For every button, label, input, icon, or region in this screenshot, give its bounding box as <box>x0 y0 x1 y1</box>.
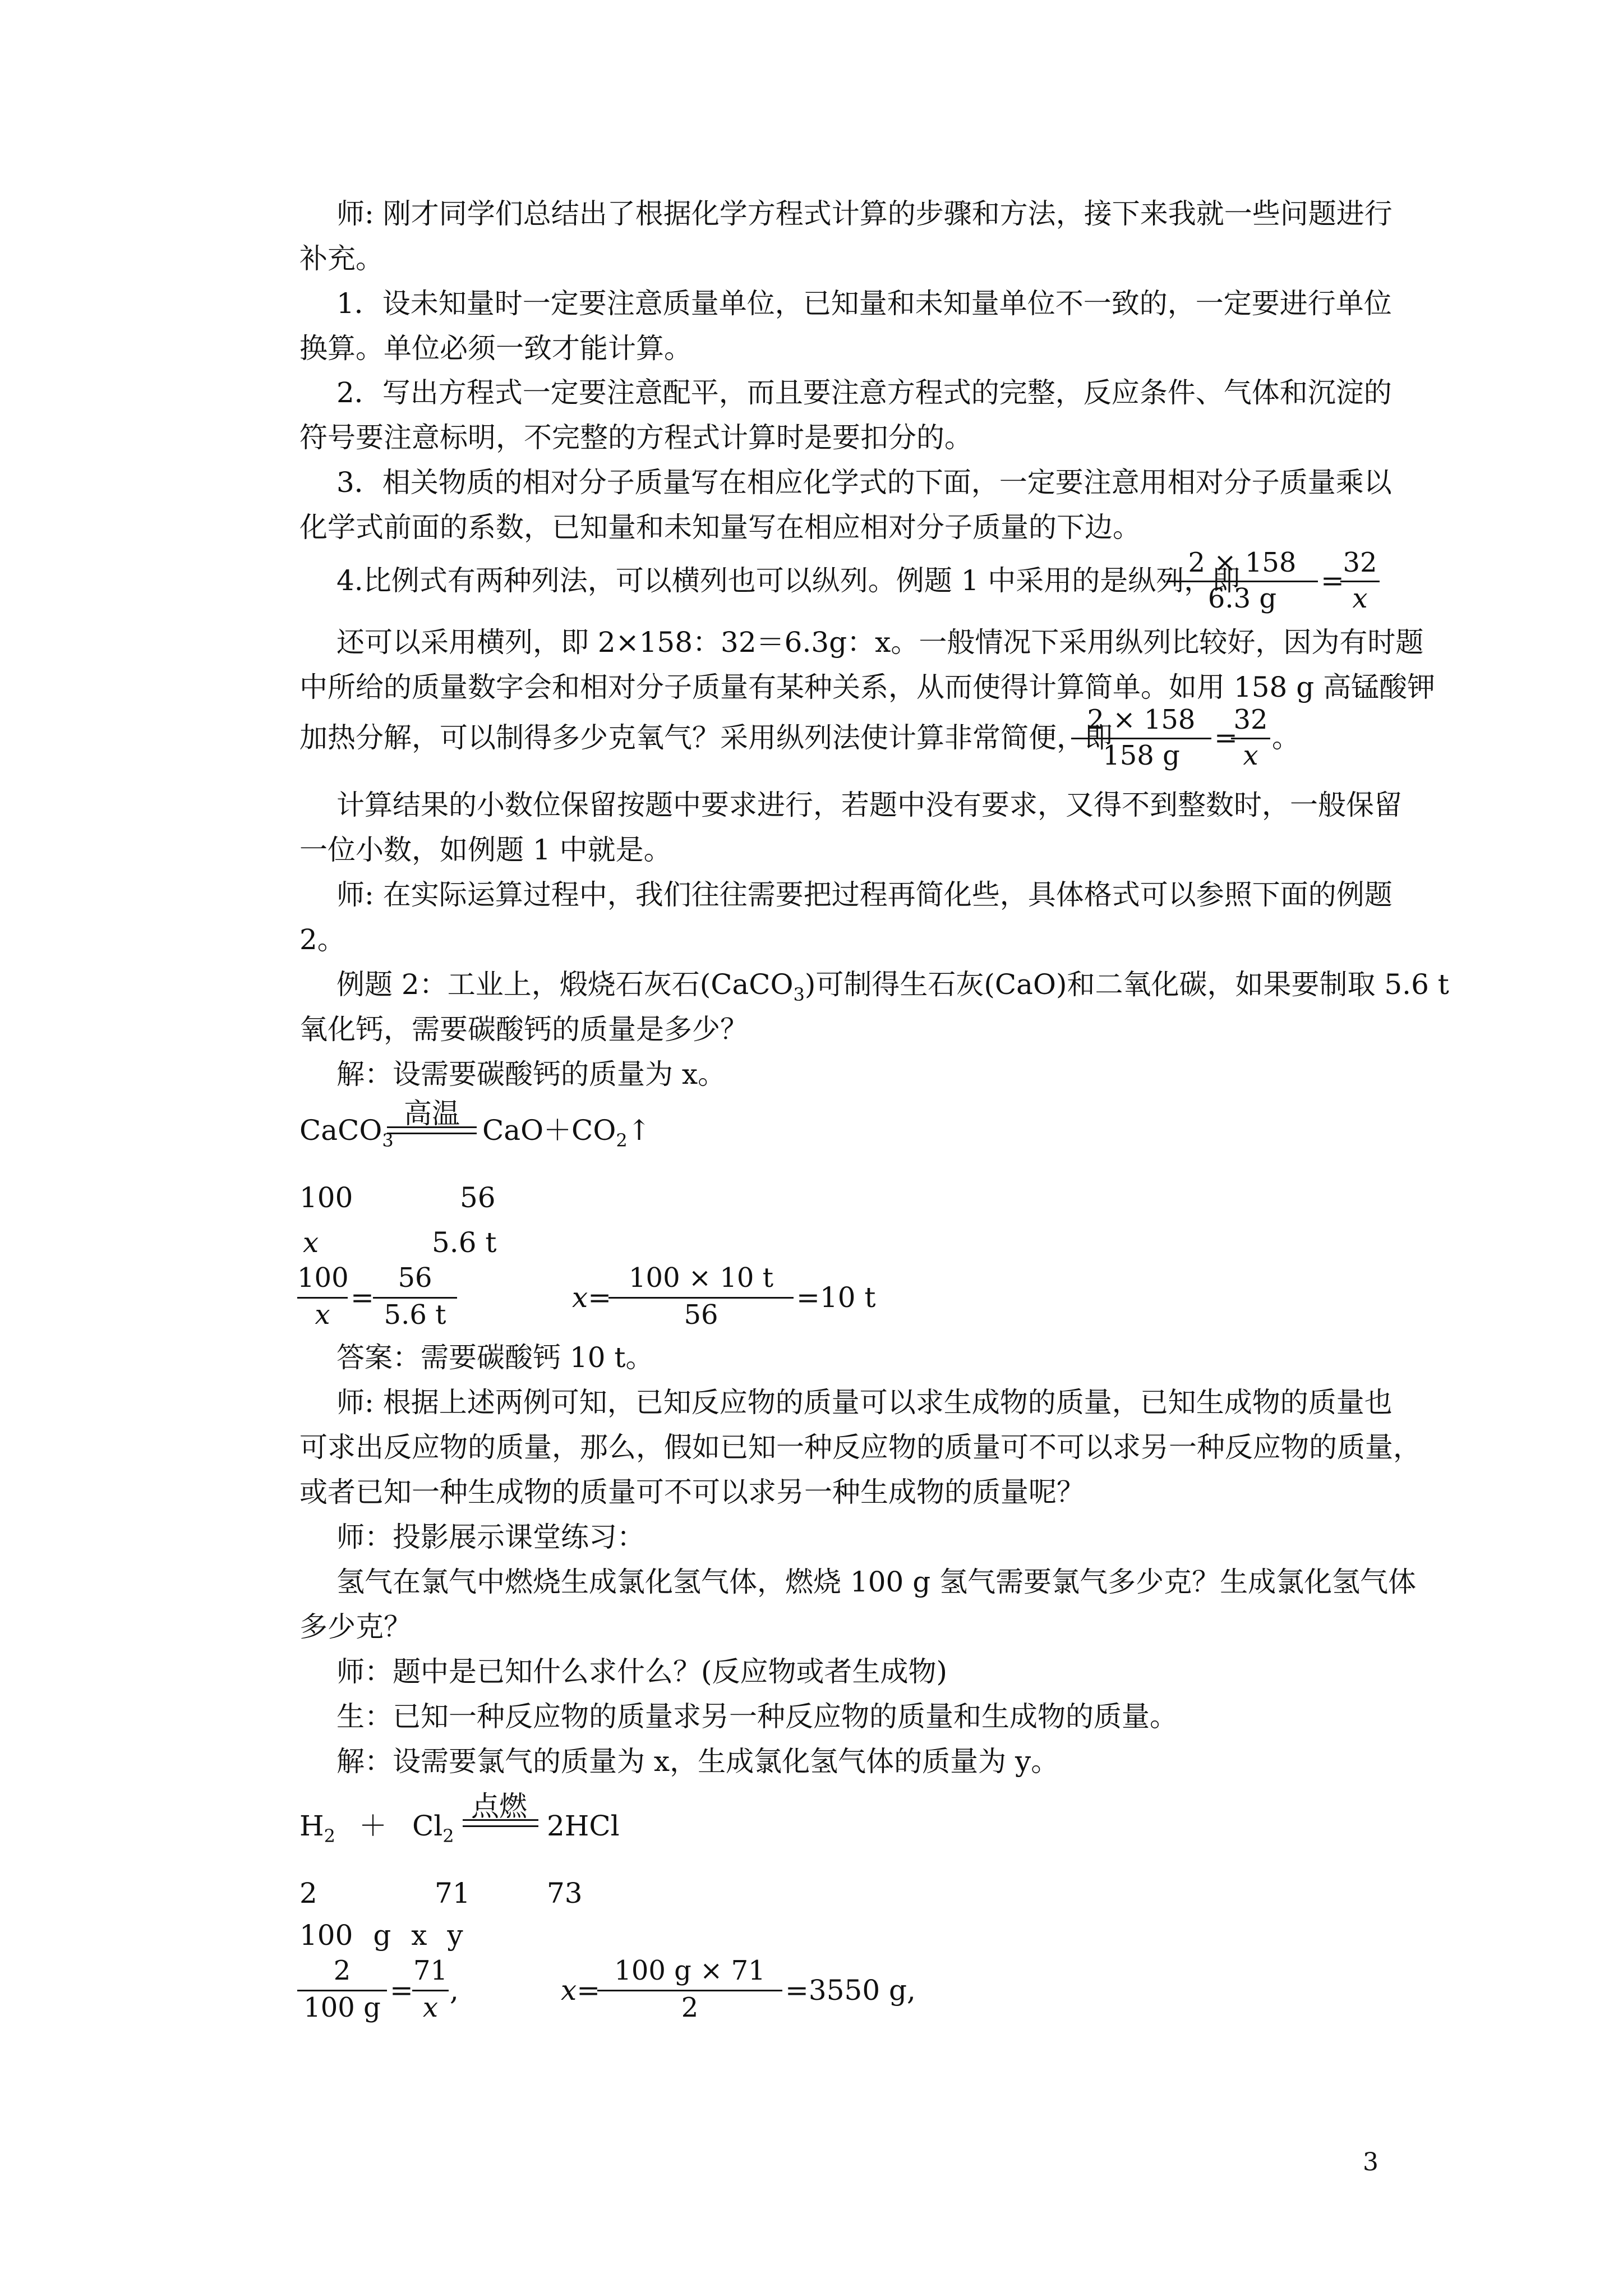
paragraph-line: 计算结果的小数位保留按题中要求进行，若题中没有要求，又得不到整数时，一般保留 <box>336 789 1402 821</box>
paragraph-line: 师：题中是已知什么求什么？(反应物或者生成物) <box>336 1655 948 1688</box>
paragraph-line: 师: 刚才同学们总结出了根据化学方程式计算的步骤和方法，接下来我就一些问题进行 <box>336 197 1393 230</box>
fraction-bar <box>1231 738 1270 739</box>
denominator: x <box>422 1992 439 2023</box>
paragraph-line: 多少克？ <box>299 1611 412 1643</box>
fraction-bar <box>1071 738 1211 739</box>
equals-sign: = <box>1321 564 1344 597</box>
numerator: 32 <box>1343 547 1377 578</box>
equals-sign: = <box>1214 721 1238 754</box>
paragraph-line: 还可以采用横列，即 2×158：32＝6.3g：x。一般情况下采用纵列比较好，因为有时题 <box>336 626 1424 659</box>
fraction <box>1340 547 1380 614</box>
chemical-equation-products <box>482 1114 651 1151</box>
reaction-double-line <box>387 1126 477 1134</box>
product: 2HCl <box>547 1810 620 1842</box>
paragraph-line: 答案：需要碳酸钙 10 t。 <box>336 1341 654 1374</box>
numerator: 56 <box>398 1262 432 1294</box>
gas-arrow: ↑ <box>627 1114 651 1147</box>
paragraph-line: 4.比例式有两种列法，可以横列也可以纵列。例题 1 中采用的是纵列，即 <box>336 564 1241 597</box>
fraction <box>1231 704 1270 771</box>
denominator: x <box>1352 583 1368 614</box>
numerator: 2 × 158 <box>1087 704 1196 735</box>
paragraph-line: 中所给的质量数字会和相对分子质量有某种关系，从而使得计算简单。如用 158 g 高锰酸钾 <box>299 671 1436 703</box>
equation-rhs: =10 t <box>796 1281 876 1314</box>
denominator: x <box>315 1299 330 1331</box>
reaction-condition: 高温 <box>404 1097 460 1130</box>
fraction-bar <box>1166 581 1318 582</box>
fraction-bar <box>608 1297 794 1299</box>
paragraph-line: 解：设需要碳酸钙的质量为 x。 <box>336 1058 726 1091</box>
molar-mass-value: 71 <box>435 1877 471 1910</box>
denominator: 56 <box>684 1299 718 1331</box>
fraction <box>373 1262 457 1329</box>
paragraph-line: 可求出反应物的质量，那么，假如已知一种反应物的质量可不可以求另一种反应物的质量， <box>299 1431 1421 1464</box>
numerator: 100 × 10 t <box>629 1262 773 1294</box>
reactant: CaCO <box>299 1114 382 1147</box>
chemical-equation <box>299 1114 394 1151</box>
paragraph-line: 补充。 <box>299 242 384 275</box>
period-mark: 。 <box>1272 721 1300 754</box>
numerator: 100 <box>297 1262 349 1294</box>
fraction-bar <box>1340 581 1380 582</box>
denominator: 100 g <box>303 1992 381 2023</box>
chemical-equation <box>299 1809 335 1846</box>
fraction <box>297 1262 348 1329</box>
page-number: 3 <box>1363 2148 1378 2177</box>
paragraph-line: 1．设未知量时一定要注意质量单位，已知量和未知量单位不一致的，一定要进行单位 <box>336 287 1392 320</box>
fraction <box>297 1955 387 2022</box>
fraction-bar <box>297 1297 348 1299</box>
paragraph-line: 2。 <box>299 923 345 956</box>
molar-mass-value: 2 <box>299 1877 317 1910</box>
equals-sign: = <box>390 1974 413 2007</box>
paragraph-line: 师：投影展示课堂练习： <box>336 1521 645 1553</box>
subscript: 2 <box>324 1825 335 1847</box>
subscript: 3 <box>382 1130 394 1151</box>
denominator: 2 <box>681 1992 699 2023</box>
paragraph-line: 一位小数，如例题 1 中就是。 <box>299 834 672 866</box>
fraction <box>412 1955 449 2022</box>
paragraph-line: 氧化钙，需要碳酸钙的质量是多少？ <box>299 1013 748 1046</box>
equation-rhs: =3550 g, <box>785 1974 916 2007</box>
subscript: 2 <box>616 1130 628 1151</box>
paragraph-line: 化学式前面的系数，已知量和未知量写在相应相对分子质量的下边。 <box>299 511 1141 544</box>
text-span: 例题 2：工业上，煅烧石灰石(CaCO <box>336 968 794 1001</box>
product: CaO＋CO <box>482 1114 616 1147</box>
plus-sign: ＋ <box>359 1810 387 1842</box>
reaction-double-line <box>463 1819 538 1827</box>
equation-lhs: x= <box>561 1974 601 2007</box>
fraction <box>1166 547 1318 614</box>
reactant: Cl <box>412 1810 443 1842</box>
molar-mass-value: 56 <box>460 1181 496 1214</box>
denominator: 5.6 t <box>384 1299 446 1331</box>
paragraph-line: 加热分解，可以制得多少克氧气？采用纵列法使计算非常简便，即 <box>299 721 1113 754</box>
fraction-bar <box>297 1990 387 1991</box>
paragraph-line: 或者已知一种生成物的质量可不可以求另一种生成物的质量呢？ <box>299 1476 1085 1508</box>
fraction-bar <box>412 1990 449 1991</box>
known-quantity: 5.6 t <box>432 1226 497 1259</box>
fraction-bar <box>373 1297 457 1299</box>
numerator: 100 g × 71 <box>614 1955 766 1986</box>
denominator: x <box>1243 740 1258 771</box>
paragraph-line: 氢气在氯气中燃烧生成氯化氢气体，燃烧 100 g 氢气需要氯气多少克？生成氯化氢气体 <box>336 1566 1417 1598</box>
denominator: 158 g <box>1103 740 1180 771</box>
paragraph-line: 符号要注意标明，不完整的方程式计算时是要扣分的。 <box>299 421 972 454</box>
equation-lhs: x= <box>572 1281 612 1314</box>
denominator: 6.3 g <box>1207 583 1277 614</box>
quantity-row: 100 g x y <box>299 1919 463 1952</box>
numerator: 32 <box>1233 704 1268 735</box>
reaction-condition: 点燃 <box>471 1790 527 1823</box>
paragraph-line: 师: 在实际运算过程中，我们往往需要把过程再简化些，具体格式可以参照下面的例题 <box>336 878 1393 911</box>
paragraph-line: 2．写出方程式一定要注意配平，而且要注意方程式的完整，反应条件、气体和沉淀的 <box>336 376 1392 409</box>
reactant-group <box>412 1809 454 1846</box>
paragraph-line: 3．相关物质的相对分子质量写在相应化学式的下面，一定要注意用相对分子质量乘以 <box>336 466 1392 499</box>
subscript: 2 <box>442 1825 454 1847</box>
molar-mass-value: 100 <box>299 1181 353 1214</box>
paragraph-line: 生：已知一种反应物的质量求另一种反应物的质量和生成物的质量。 <box>336 1700 1178 1733</box>
equals-sign: = <box>351 1281 374 1314</box>
numerator: 71 <box>413 1955 448 1986</box>
numerator: 2 × 158 <box>1188 547 1297 578</box>
paragraph-line <box>336 968 1449 1005</box>
molar-mass-value: 73 <box>547 1877 583 1910</box>
comma-mark: , <box>450 1974 459 2007</box>
numerator: 2 <box>333 1955 351 1986</box>
subscript: 3 <box>793 984 805 1005</box>
fraction-bar <box>597 1990 782 1991</box>
text-span: )可制得生石灰(CaO)和二氧化碳，如果要制取 5.6 t <box>804 968 1449 1001</box>
reactant: H <box>299 1810 324 1842</box>
unknown-quantity: x <box>303 1226 319 1259</box>
paragraph-line: 解：设需要氯气的质量为 x，生成氯化氢气体的质量为 y。 <box>336 1745 1059 1778</box>
fraction <box>597 1955 782 2022</box>
paragraph-line: 换算。单位必须一致才能计算。 <box>299 332 692 365</box>
fraction <box>1071 704 1211 771</box>
fraction <box>608 1262 794 1329</box>
paragraph-line: 师: 根据上述两例可知，已知反应物的质量可以求生成物的质量，已知生成物的质量也 <box>336 1386 1393 1419</box>
